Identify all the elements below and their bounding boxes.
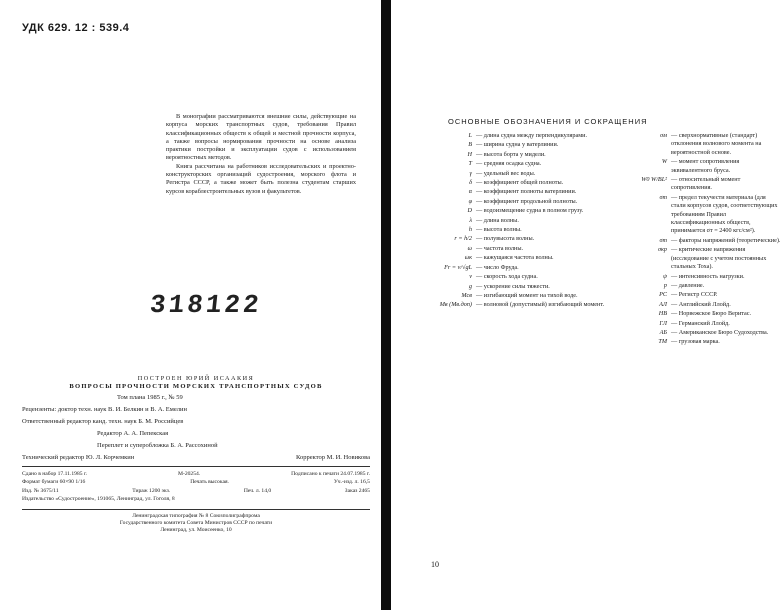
notation-entry [428, 170, 628, 178]
annotation-block [166, 113, 356, 196]
notation-symbol: НВ [658, 310, 667, 318]
print-info-cell: Печ. л. 14,0 [243, 487, 272, 494]
notation-symbol: W0 W/BL² [641, 176, 667, 184]
notation-entry [631, 158, 781, 175]
notation-definition: — коэффициент продольной полноты. [476, 198, 628, 206]
notation-column-left [428, 132, 628, 311]
notation-definition: — критические напряжения (исследование с учетом постоянных стальных Тоха). [671, 246, 781, 271]
notation-entry [428, 141, 628, 149]
notation-definition: — Норвежское Бюро Веритас. [671, 310, 781, 318]
notation-entry [428, 179, 628, 187]
notation-symbol: γ [469, 169, 472, 177]
right-page [393, 0, 781, 610]
notation-definition: — волновой (допустимый) изгибающий момент. [476, 301, 628, 309]
printery-line: Ленинград, ул. Моисеенко, 10 [160, 526, 232, 533]
print-info-cell: Формат бумаги 60×90 1/16 [22, 479, 86, 486]
notation-entry [631, 310, 781, 318]
notation-symbol: B [468, 141, 472, 149]
notation-symbol: α [468, 188, 472, 196]
notation-symbol: v [469, 273, 472, 281]
notation-definition: — относительный момент сопротивления. [671, 176, 781, 193]
divider [22, 466, 370, 467]
notation-entry [631, 194, 781, 236]
notation-symbol: r = h/2 [454, 235, 472, 243]
notation-definition: — водоизмещение судна в полном грузу. [476, 207, 628, 215]
notation-definition: — средняя осадка судна. [476, 160, 628, 168]
notation-entry [631, 246, 781, 271]
notation-entry [631, 237, 781, 245]
notation-symbol: H [467, 150, 472, 158]
notation-symbol: σт [659, 236, 667, 244]
print-info-row [22, 478, 370, 486]
print-info-cell: Подписано к печати 24.07.1985 г. [291, 471, 370, 477]
printery-line: Ленинградская типография № 8 Союзполиграфпрома [132, 512, 260, 519]
notation-symbol: W [661, 158, 667, 166]
notation-symbol: T [468, 160, 472, 168]
imprint-block [22, 375, 370, 534]
notation-definition: — интенсивность нагрузки. [671, 273, 781, 281]
notation-entry [428, 217, 628, 225]
notation-symbol: δ [469, 179, 472, 187]
notation-definition: — длина судна между перпендикулярами. [476, 132, 628, 140]
book-spine [381, 0, 391, 610]
notation-symbol: σт [659, 193, 667, 201]
notation-entry [631, 282, 781, 290]
publisher-address: Издательство «Судостроение», 191065, Ленинград, ул. Гоголя, 8 [22, 496, 175, 503]
notation-entry [428, 235, 628, 243]
notation-entry [631, 291, 781, 299]
notation-entry [428, 245, 628, 253]
printery-info [22, 513, 370, 534]
print-info-cell: М-20254. [177, 471, 201, 477]
notation-entry [428, 292, 628, 300]
notation-definition: — высота волны. [476, 226, 628, 234]
notation-symbol: σкр [657, 246, 667, 254]
notation-entry [631, 329, 781, 337]
notation-definition: — кажущаяся частота волны. [476, 254, 628, 262]
notation-definition: — грузовая марка. [671, 338, 781, 346]
notation-definition: — частота волны. [476, 245, 628, 253]
notation-definition: — предел текучести материала (для стали корпусов судов, соответствующих требованиям Правил классификационных обществ, принимается σт = 2400 кгс/см²). [671, 194, 781, 236]
notation-heading: ОСНОВНЫЕ ОБОЗНАЧЕНИЯ И СОКРАЩЕНИЯ [448, 117, 648, 126]
notation-symbol: АБ [659, 328, 667, 336]
notation-entry [428, 151, 628, 159]
print-info-cell: Изд. № 3675/11 [22, 487, 59, 494]
print-info-cell: Заказ 2465 [344, 487, 370, 494]
book-title: ВОПРОСЫ ПРОЧНОСТИ МОРСКИХ ТРАНСПОРТНЫХ СУДОВ [69, 383, 323, 390]
annotation-paragraph: Книга рассчитана на работников исследовательских и проектно-конструкторских организаций судостроения, морского флота и Регистра СССР, а также может быть полезна студентам старших курсов кораблестроительных вузов и факультетов. [166, 162, 356, 195]
notation-symbol: ωк [464, 254, 472, 262]
annotation-paragraph: В монографии рассматриваются внешние силы, действующие на корпуса морских транспортных судов, требования Правил классификационных обществ к общей и местной прочности корпуса, а также вопросы нормирования прочности на основе анализа практики постройки и эксплуатации судов с использованием вероятностных методов. [166, 113, 356, 162]
notation-entry [428, 188, 628, 196]
notation-symbol: ТМ [658, 338, 667, 346]
print-info-cell: Сдано в набор 17.11.1985 г. [22, 471, 88, 477]
notation-definition: — число Фруда. [476, 264, 628, 272]
notation-definition: — сверхнормативные (стандарт) отклонения волнового момента на вероятностной основе. [671, 132, 781, 157]
notation-column-right [631, 132, 781, 348]
corrector-line: Корректор М. И. Новикова [295, 454, 370, 461]
notation-entry [631, 320, 781, 328]
notation-symbol: φ [468, 197, 472, 205]
notation-definition: — высота борта у мидели. [476, 151, 628, 159]
notation-entry [428, 226, 628, 234]
notation-entry [428, 283, 628, 291]
notation-entry [428, 132, 628, 140]
notation-definition: — коэффициент полноты ватерлинии. [476, 188, 628, 196]
notation-definition: — Английский Ллойд. [671, 301, 781, 309]
notation-symbol: ω [467, 244, 472, 252]
volume-line: Том плана 1985 г., № 59 [117, 394, 183, 401]
notation-symbol: p [663, 281, 667, 289]
printery-line: Государственного комитета Совета Министров СССР по печати [119, 519, 273, 526]
print-info-row [22, 495, 370, 503]
tech-credits-row [22, 454, 370, 461]
page-number: 10 [431, 560, 439, 569]
notation-definition: — Американское Бюро Судоходства. [671, 329, 781, 337]
print-info-cell: Печать высокая. [190, 479, 229, 486]
notation-symbol: σм [659, 132, 667, 139]
divider [22, 509, 370, 510]
left-page [0, 0, 380, 610]
cover-design-line: Переплет и суперобложка Б. А. Рассохиной [97, 442, 218, 449]
library-stamp-number: 318122 [148, 290, 264, 320]
author-name: ПОСТРОЕН ЮРИЙ ИСААКИЯ [137, 375, 255, 382]
notation-definition: — давление. [671, 282, 781, 290]
responsible-editor-line: Ответственный редактор канд. техн. наук Б. М. Российцев [22, 418, 184, 425]
notation-definition: — длина волны. [476, 217, 628, 225]
notation-symbol: PC [659, 291, 667, 299]
notation-entry [631, 301, 781, 309]
notation-entry [428, 264, 628, 272]
notation-entry [428, 160, 628, 168]
notation-definition: — ускорение силы тяжести. [476, 283, 628, 291]
reviewers-line: Рецензенты: доктор техн. наук В. И. Белкин и В. А. Емелин [22, 406, 187, 413]
notation-definition: — момент сопротивления эквивалентного бруса. [671, 158, 781, 175]
notation-entry [428, 254, 628, 262]
notation-definition: — полувысота волны. [476, 235, 628, 243]
print-info-cell: Тираж 1200 экз. [132, 487, 171, 494]
notation-symbol: Fr = v/√gL [444, 263, 472, 271]
notation-symbol: Mсв [461, 291, 472, 299]
notation-definition: — факторы напряжений (теоретические). [671, 237, 781, 245]
print-info-row [22, 470, 370, 478]
notation-entry [631, 176, 781, 193]
notation-symbol: λ [469, 216, 472, 224]
notation-definition: — Регистр СССР. [671, 291, 781, 299]
notation-definition: — коэффициент общей полноты. [476, 179, 628, 187]
notation-symbol: АЛ [659, 300, 667, 308]
notation-symbol: g [468, 282, 472, 290]
notation-entry [631, 132, 781, 157]
notation-entry [631, 273, 781, 281]
tech-editor-line: Технический редактор Ю. Л. Корчемкин [22, 454, 135, 461]
notation-symbol: ГЛ [659, 319, 667, 327]
print-info-row [22, 487, 370, 495]
notation-definition: — ширина судна у ватерлинии. [476, 141, 628, 149]
notation-definition: — Германский Ллойд. [671, 320, 781, 328]
notation-symbol: ψ [663, 272, 667, 280]
notation-definition: — изгибающий момент на тихой воде. [476, 292, 628, 300]
notation-symbol: Mв (Mв.доп) [439, 301, 472, 309]
notation-entry [428, 301, 628, 309]
notation-symbol: L [468, 132, 472, 139]
notation-definition: — удельный вес воды. [476, 170, 628, 178]
editor-line: Редактор А. А. Пепекская [97, 430, 169, 437]
notation-entry [428, 198, 628, 206]
print-info-cell: Уч.-изд. л. 16,5 [333, 479, 370, 486]
udc-code: УДК 629. 12 : 539.4 [22, 22, 130, 34]
notation-symbol: D [467, 207, 472, 215]
print-info [22, 470, 370, 504]
notation-entry [631, 338, 781, 346]
notation-symbol: h [468, 226, 472, 234]
notation-entry [428, 207, 628, 215]
notation-definition: — скорость хода судна. [476, 273, 628, 281]
notation-entry [428, 273, 628, 281]
